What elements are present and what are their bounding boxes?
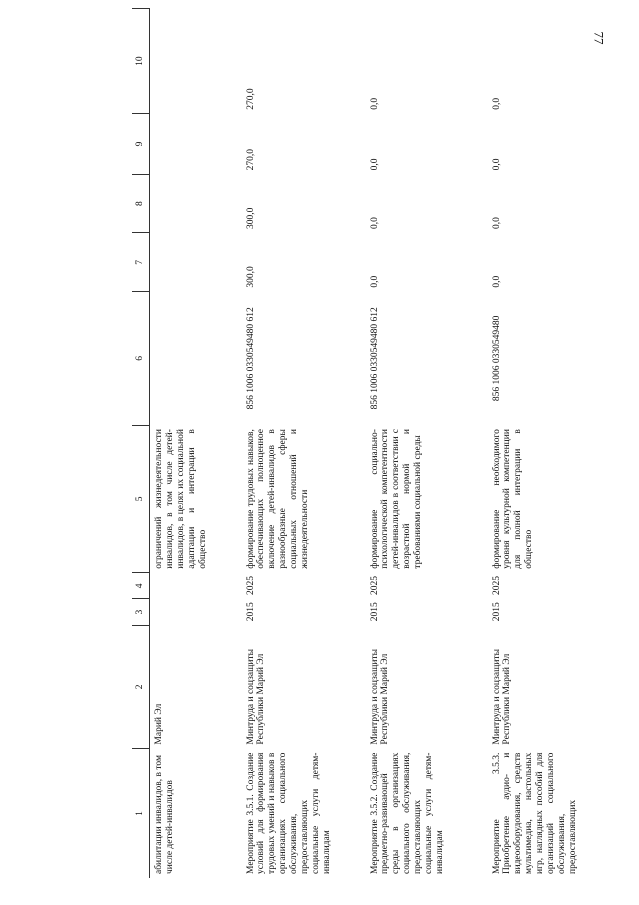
table-row: [150, 9, 242, 879]
cell-value-8: 0,0: [369, 217, 380, 229]
header-row: [132, 9, 150, 879]
column-header: 5: [132, 425, 150, 573]
cell-activity: абилитации инвалидов, в том числе детей-инвалидов: [154, 754, 175, 874]
cell-budget-code: 856 1006 0330549480 612: [369, 307, 380, 410]
cell-value-9: 0,0: [369, 158, 380, 171]
cell-value-10: [150, 9, 242, 114]
cell-value-7: [150, 233, 242, 292]
cell-end-year: 2025: [369, 575, 380, 595]
cell-budget-code: 856 1006 0330549480: [491, 315, 502, 402]
table-row: [242, 9, 366, 879]
cell-end-year: [150, 573, 242, 599]
cell-result: ограничений жизнедеятельности инвалидов, в том числе детей-инвалидов, в целях их социальной адаптации и интеграции в общество: [154, 429, 208, 569]
column-header: 1: [132, 749, 150, 878]
cell-value-9: [150, 114, 242, 175]
cell-executor: Минтруда и соцзащиты Республики Марий Эл: [369, 648, 391, 745]
cell-result: формирование необходимого уровня культурной компетенции для полной интеграции в общество: [491, 429, 535, 569]
cell-activity: Мероприятие 3.5.2. Создание предметно-развивающей среды в организациях социального обслуживания, предоставляющих социальные услуги детям-инвалидам: [369, 752, 446, 874]
program-table: [132, 8, 624, 878]
cell-value-7: 300,0: [245, 266, 256, 288]
cell-activity: Мероприятие 3.5.3. Приобретение аудио- и видеооборудования, средств мультимедиа, настольных игр, наглядных пособий для организаций социального обслуживания, предоставляющих: [491, 752, 578, 874]
rotated-table-container: [132, 8, 630, 878]
cell-start-year: [150, 599, 242, 625]
cell-value-9: 270,0: [245, 148, 256, 171]
cell-value-7: 0,0: [491, 275, 502, 288]
cell-value-10: 0,0: [369, 97, 380, 110]
cell-end-year: 2025: [245, 575, 256, 595]
cell-start-year: 2015: [491, 602, 502, 622]
column-header: 4: [132, 573, 150, 599]
column-header: 6: [132, 292, 150, 425]
cell-start-year: 2015: [245, 602, 256, 622]
cell-value-9: 0,0: [491, 158, 502, 171]
cell-result: формирование трудовых навыков, обеспечивающих полноценное включение детей-инвалидов в разнообразные сферы социальных отношений и жизнедеятельности: [245, 429, 311, 569]
cell-value-10: 0,0: [491, 97, 502, 110]
column-header: 8: [132, 174, 150, 233]
column-header: 2: [132, 625, 150, 748]
cell-executor: Минтруда и соцзащиты Республики Марий Эл: [245, 648, 267, 745]
cell-value-8: 300,0: [245, 207, 256, 229]
column-header: 10: [132, 9, 150, 114]
cell-executor: Минтруда и соцзащиты Республики Марий Эл: [491, 648, 513, 745]
cell-value-8: 0,0: [491, 217, 502, 229]
cell-value-8: [150, 174, 242, 233]
column-header: 3: [132, 599, 150, 625]
table-row: [488, 9, 624, 879]
column-header: 7: [132, 233, 150, 292]
cell-budget-code: [150, 292, 242, 425]
cell-start-year: 2015: [369, 602, 380, 622]
cell-budget-code: 856 1006 0330549480 612: [245, 307, 256, 410]
page-number: 77: [591, 31, 607, 45]
cell-value-10: 270,0: [245, 88, 256, 110]
cell-end-year: 2025: [491, 575, 502, 595]
table-row: [366, 9, 488, 879]
column-header: 9: [132, 114, 150, 175]
cell-result: формирование социально-психологической компетентности детей-инвалидов в соответствии с возрастной нормой и требованиями социальной среды: [369, 429, 424, 569]
cell-value-7: 0,0: [369, 275, 380, 288]
cell-activity: Мероприятие 3.5.1. Создание условий для формирования трудовых умений и навыков в организациях социального обслуживания, предоставляющих социальные услуги детям-инвалидам: [245, 752, 332, 874]
cell-executor: Марий Эл: [154, 703, 164, 745]
